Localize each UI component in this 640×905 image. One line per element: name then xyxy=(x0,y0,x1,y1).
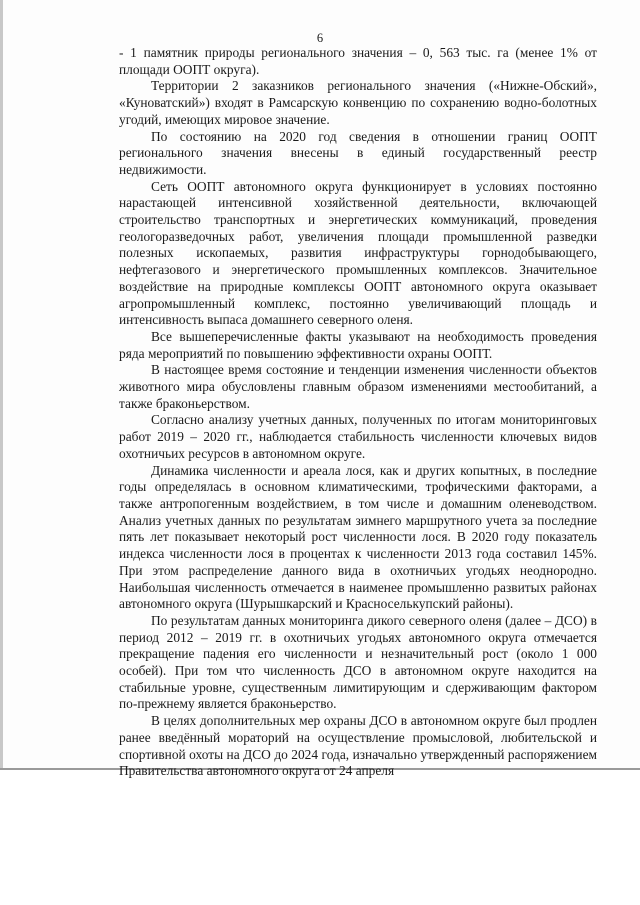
paragraph: В настоящее время состояние и тенденции изменения численности объектов животного мира обусловлены главным образом изменениями местообитаний, а также браконьерством. xyxy=(119,362,597,411)
paragraph: Динамика численности и ареала лося, как и других копытных, в последние годы определялась в основном климатическими, трофическими факторами, а также антропогенным воздействием, в том числе и домашним оленеводством. Анализ учетных данных по результатам зимнего маршрутного учета за последние пять лет показывает некоторый рост численности лося. В 2020 году показатель индекса численности лося в процентах к численности 2013 года составил 145%. При этом распределение данного вида в охотничьих угодьях неоднородно. Наибольшая численность отмечается в наименее промышленно развитых районах автономного округа (Шурышкарский и Красноселькупский районы). xyxy=(119,462,597,612)
paragraph: По состоянию на 2020 год сведения в отношении границ ООПТ регионального значения внесены в единый государственный реестр недвижимости. xyxy=(119,128,597,177)
paragraph: Все вышеперечисленные факты указывают на необходимость проведения ряда мероприятий по повышению эффективности охраны ООПТ. xyxy=(119,328,597,361)
blank-area xyxy=(0,770,640,905)
paragraph: В целях дополнительных мер охраны ДСО в автономном округе был продлен ранее введённый мораторий на осуществление промысловой, любительской и спортивной охоты на ДСО до 2024 года, изначально утвержденный распоряжением Правительства автономного округа от 24 апреля xyxy=(119,713,597,779)
paragraph: По результатам данных мониторинга дикого северного оленя (далее – ДСО) в период 2012 – 2019 гг. в охотничьих угодьях автономного округа отмечается прекращение падения его численности и незначительный рост (около 1 000 особей). При том что численность ДСО в автономном округе находится на стабильные уровне, существенным лимитирующим и сдерживающим фактором по-прежнему является браконьерство. xyxy=(119,612,597,712)
document-body xyxy=(119,45,597,780)
paragraph: Согласно анализу учетных данных, полученных по итогам мониторинговых работ 2019 – 2020 гг., наблюдается стабильность численности ключевых видов охотничьих ресурсов в автономном округе. xyxy=(119,412,597,461)
paragraph: - 1 памятник природы регионального значения – 0, 563 тыс. га (менее 1% от площади ООПТ округа). xyxy=(119,45,597,77)
paragraph: Сеть ООПТ автономного округа функционирует в условиях постоянно нарастающей интенсивной хозяйственной деятельности, включающей строительство транспортных и энергетических коммуникаций, проведения геологоразведочных работ, увеличения площади промышленной разведки полезных ископаемых, развития инфраструктуры горнодобывающего, нефтегазового и энергетического промышленных комплексов. Значительное воздействие на природные комплексы ООПТ автономного округа оказывает агропромышленный комплекс, постоянно увеличивающий площадь и интенсивность выпаса домашнего северного оленя. xyxy=(119,178,597,328)
paragraph: Территории 2 заказников регионального значения («Нижне-Обский», «Куноватский») входят в Рамсарскую конвенцию по сохранению водно-болотных угодий, имеющих мировое значение. xyxy=(119,78,597,127)
scan-left-edge xyxy=(0,0,3,770)
page-number: 6 xyxy=(316,31,324,45)
